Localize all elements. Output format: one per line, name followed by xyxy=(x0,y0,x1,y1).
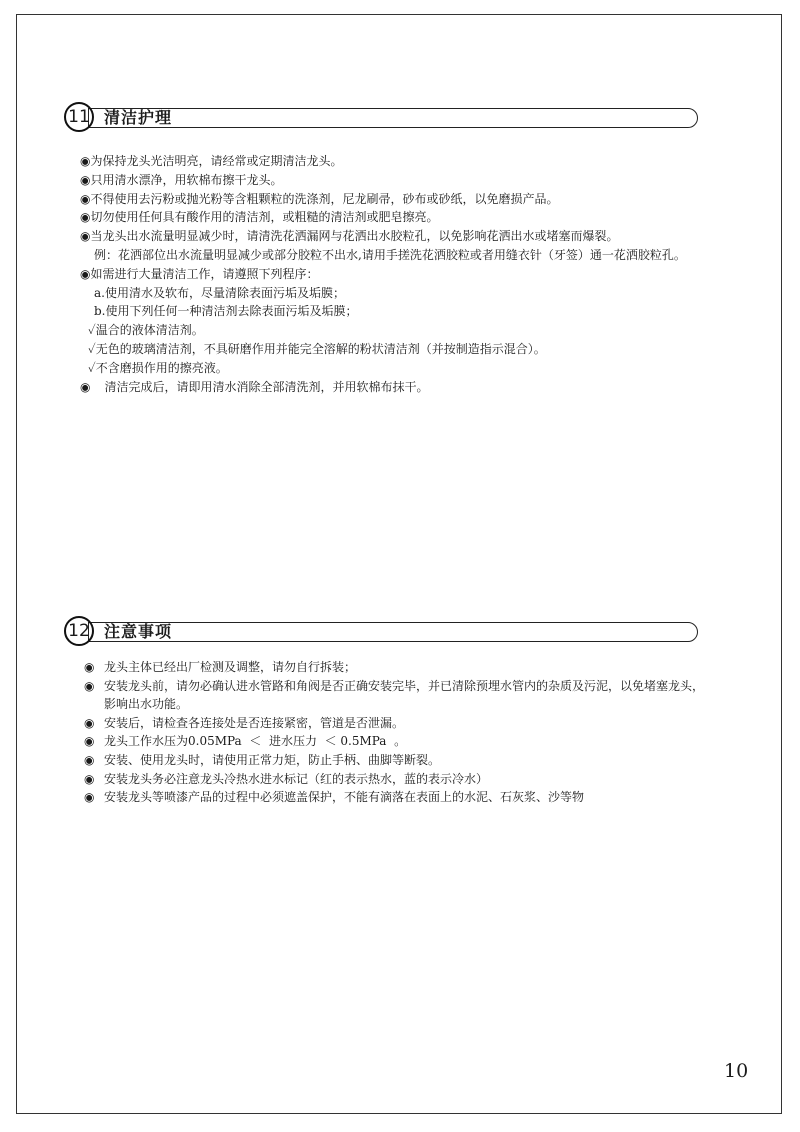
list-item: ◉如需进行大量清洁工作，请遵照下列程序： xyxy=(80,266,319,281)
list-item: ◉ 安装龙头等喷漆产品的过程中必须遮盖保护，不能有滴落在表面上的水泥、石灰浆、沙等物 xyxy=(84,788,774,807)
bullet-icon: ◉ xyxy=(84,678,95,693)
check-icon: ✓ xyxy=(88,360,96,375)
example-note: 例：花洒部位出水流量明显减少或部分胶粒不出水,请用手搓洗花洒胶粒或者用缝衣针（牙签）通一花洒胶粒孔。 xyxy=(94,247,686,262)
check-item: ✓不含磨损作用的擦亮液。 xyxy=(88,360,228,375)
list-item-continuation: 影响出水功能。 xyxy=(104,697,189,712)
page-number: 10 xyxy=(724,1060,749,1082)
list-item: ◉ 安装龙头前，请勿必确认进水管路和角阀是否正确安装完毕，并已清除预埋水管内的杂质及污泥，以免堵塞龙头， xyxy=(84,677,774,696)
section-header-bar xyxy=(88,622,698,642)
check-item: ✓温合的液体清洁剂。 xyxy=(88,323,204,338)
list-item: ◉ 安装后，请检查各连接处是否连接紧密，管道是否泄漏。 xyxy=(84,714,774,733)
list-item: ◉切勿使用任何具有酸作用的清洁剂，或粗糙的清洁剂或肥皂擦亮。 xyxy=(80,210,439,225)
section-title: 注意事项 xyxy=(104,622,173,641)
section-header-bar xyxy=(88,108,698,128)
section-12-content xyxy=(84,658,774,807)
bullet-icon: ◉ xyxy=(80,172,91,187)
bullet-icon: ◉ xyxy=(80,154,91,168)
list-item: ◉ 清洁完成后，请即用清水消除全部清洗剂，并用软棉布抹干。 xyxy=(80,379,429,394)
section-12-header xyxy=(64,616,698,648)
check-icon: ✓ xyxy=(88,323,96,338)
check-icon: ✓ xyxy=(88,341,96,356)
section-11-header xyxy=(64,102,698,134)
bullet-icon: ◉ xyxy=(84,752,95,767)
check-item: ✓无色的玻璃清洁剂，不具研磨作用并能完全溶解的粉状清洁剂（并按制造指示混合）。 xyxy=(88,341,546,356)
bullet-icon: ◉ xyxy=(80,229,91,244)
bullet-icon: ◉ xyxy=(84,660,95,674)
list-item: ◉ 龙头工作水压为0.05MPa ＜ 进水压力 ＜ 0.5MPa 。 xyxy=(84,732,774,751)
bullet-icon: ◉ xyxy=(80,191,91,206)
bullet-icon: ◉ xyxy=(84,734,95,749)
list-item: ◉为保持龙头光洁明亮，请经常或定期清洁龙头。 xyxy=(80,154,343,168)
bullet-icon: ◉ xyxy=(80,379,91,394)
list-item: ◉ 龙头主体已经出厂检测及调整，请勿自行拆装； xyxy=(84,658,774,677)
bullet-icon: ◉ xyxy=(80,210,91,225)
section-11-content xyxy=(80,152,770,396)
section-number-badge: 11 xyxy=(64,102,94,132)
bullet-icon: ◉ xyxy=(80,266,91,281)
procedure-step-b: b.使用下列任何一种清洁剂去除表面污垢及垢膜； xyxy=(94,304,358,319)
bullet-icon: ◉ xyxy=(84,790,95,805)
section-title: 清洁护理 xyxy=(104,108,173,127)
list-item: ◉当龙头出水流量明显减少时，请清洗花洒漏网与花洒出水胶粒孔，以免影响花洒出水或堵塞而爆裂。 xyxy=(80,229,619,244)
section-number-badge: 12 xyxy=(64,616,94,646)
bullet-icon: ◉ xyxy=(84,771,95,786)
list-item: ◉ 安装龙头务必注意龙头冷热水进水标记（红的表示热水，蓝的表示冷水） xyxy=(84,770,774,789)
list-item: ◉ 安装、使用龙头时，请使用正常力矩，防止手柄、曲脚等断裂。 xyxy=(84,751,774,770)
procedure-step-a: a.使用清水及软布，尽量清除表面污垢及垢膜； xyxy=(94,285,345,300)
bullet-icon: ◉ xyxy=(84,715,95,730)
list-item: ◉只用清水漂净，用软棉布擦干龙头。 xyxy=(80,172,283,187)
list-item: ◉不得使用去污粉或抛光粉等含粗颗粒的洗涤剂，尼龙刷帚，砂布或砂纸，以免磨损产品。 xyxy=(80,191,559,206)
